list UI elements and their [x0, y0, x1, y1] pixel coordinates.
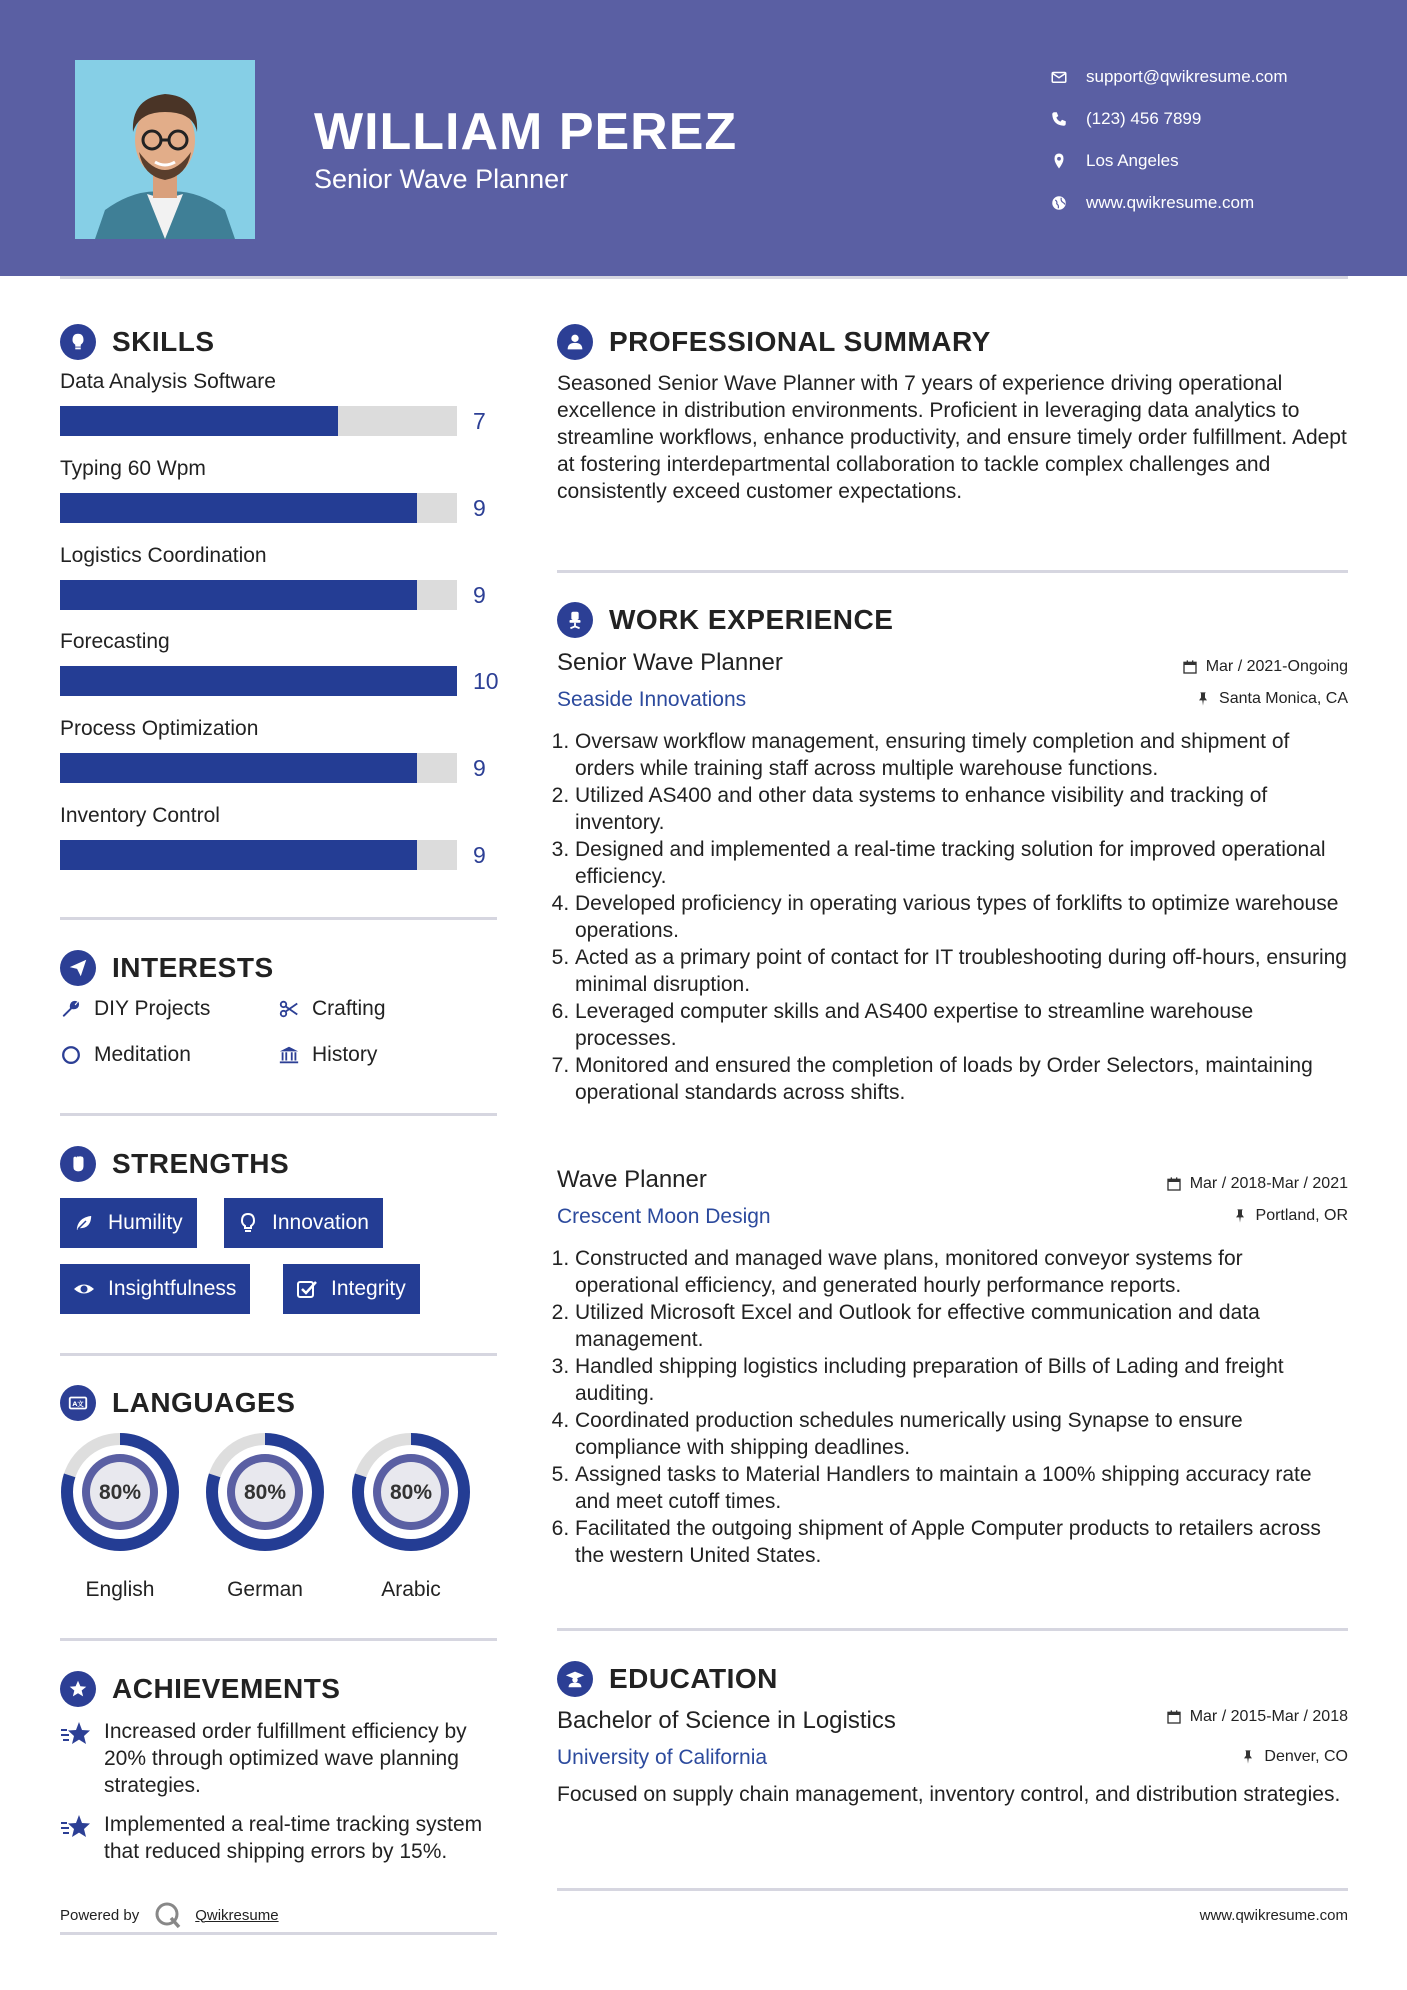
skill-bar — [60, 753, 457, 783]
contact-email[interactable] — [1050, 56, 1288, 98]
pushpin-icon — [1240, 1749, 1256, 1765]
education-location: Denver, CO — [1240, 1748, 1348, 1766]
section-divider — [60, 1353, 497, 1356]
skill-value: 9 — [473, 754, 486, 781]
duty-item: 4. Coordinated production schedules numerically using Synapse to ensure compliance with shipping deadlines. — [575, 1407, 1347, 1461]
languages-heading: A文 LANGUAGES — [60, 1385, 295, 1421]
language-item — [204, 1431, 326, 1602]
job-duties-list — [557, 728, 1347, 1106]
skill-value: 9 — [473, 494, 486, 521]
user-icon — [557, 324, 593, 360]
qwikresume-logo-icon — [153, 1900, 183, 1930]
powered-by: Powered by Qwikresume — [60, 1900, 279, 1930]
strengths-heading: STRENGTHS — [60, 1146, 289, 1182]
education-dates: Mar / 2015-Mar / 2018 — [1166, 1708, 1348, 1726]
eye-icon — [72, 1277, 96, 1301]
header-banner — [0, 0, 1407, 276]
degree-title: Bachelor of Science in Logistics — [557, 1707, 896, 1734]
contact-location — [1050, 140, 1288, 182]
section-divider — [60, 917, 497, 920]
star-badge-icon — [60, 1671, 96, 1707]
language-gauge — [59, 1431, 181, 1553]
circle-icon — [60, 1044, 82, 1066]
language-item — [59, 1431, 181, 1602]
duty-item: 4. Developed proficiency in operating various types of forklifts to optimize warehouse operations. — [575, 890, 1347, 944]
skill-item — [60, 630, 500, 696]
strength-label: Innovation — [272, 1211, 369, 1234]
interest-item — [60, 1043, 191, 1067]
gauge-percent: 80% — [98, 1481, 142, 1504]
strength-chip — [283, 1264, 420, 1314]
job-dates: Mar / 2018-Mar / 2021 — [1166, 1175, 1348, 1193]
language-name: German — [227, 1578, 303, 1601]
lightbulb-icon — [60, 324, 96, 360]
contact-list — [1050, 56, 1288, 224]
language-gauge — [350, 1431, 472, 1553]
skill-name: Forecasting — [60, 630, 170, 653]
duty-item: 3. Handled shipping logistics including preparation of Bills of Lading and freight auditing. — [575, 1353, 1347, 1407]
interests-heading: INTERESTS — [60, 950, 274, 986]
star-icon — [60, 1720, 92, 1748]
raised-fist-icon — [60, 1146, 96, 1182]
education-description: Focused on supply chain management, inventory control, and distribution strategies. — [557, 1783, 1341, 1806]
job-title: Senior Wave Planner — [557, 649, 783, 676]
language-card-icon — [60, 1385, 96, 1421]
paper-plane-icon — [60, 950, 96, 986]
duty-item: 2. Utilized AS400 and other data systems to enhance visibility and tracking of inventory. — [575, 782, 1347, 836]
checkbox-icon — [295, 1277, 319, 1301]
achievement-item — [60, 1718, 500, 1799]
interest-item — [278, 997, 386, 1021]
skill-name: Inventory Control — [60, 804, 220, 827]
skill-bar — [60, 406, 457, 436]
interest-label: DIY Projects — [94, 997, 211, 1020]
skill-bar-fill — [60, 406, 338, 436]
calendar-icon — [1166, 1709, 1182, 1725]
contact-phone[interactable] — [1050, 98, 1288, 140]
education-heading: EDUCATION — [557, 1661, 778, 1697]
header-divider — [60, 276, 1348, 279]
section-divider — [557, 570, 1348, 573]
section-divider — [60, 1932, 497, 1935]
strength-label: Humility — [108, 1211, 183, 1234]
museum-icon — [278, 1044, 300, 1066]
section-divider — [60, 1113, 497, 1116]
contact-website-text: www.qwikresume.com — [1086, 193, 1255, 212]
strength-label: Insightfulness — [108, 1277, 237, 1300]
strength-chip — [224, 1198, 383, 1248]
achievements-heading: ACHIEVEMENTS — [60, 1671, 340, 1707]
job-dates: Mar / 2021-Ongoing — [1182, 658, 1348, 676]
graduate-icon — [557, 1661, 593, 1697]
skill-name: Process Optimization — [60, 717, 259, 740]
language-name: Arabic — [381, 1578, 441, 1601]
summary-heading: PROFESSIONAL SUMMARY — [557, 324, 991, 360]
language-gauge — [204, 1431, 326, 1553]
calendar-icon — [1166, 1176, 1182, 1192]
interest-label: Meditation — [94, 1043, 191, 1066]
skill-item — [60, 804, 500, 870]
duty-item: 1. Constructed and managed wave plans, monitored conveyor systems for operational efficiency, and generated hourly performance reports. — [575, 1245, 1347, 1299]
interest-label: History — [312, 1043, 378, 1066]
summary-text: Seasoned Senior Wave Planner with 7 years of experience driving operational excellence in distribution environments. Proficient in leveraging data analytics to streamline workflows, enhance productivity, and ensure timely order fulfillment. Adept at fostering interdepartmental collaboration to tackle complex challenges and consistently exceed customer expectations. — [557, 372, 1347, 503]
profile-photo — [75, 60, 255, 239]
strength-chip — [60, 1264, 250, 1314]
job-location: Santa Monica, CA — [1195, 690, 1348, 708]
interest-item — [60, 997, 210, 1021]
achievement-item — [60, 1811, 500, 1865]
duty-item: 1. Oversaw workflow management, ensuring timely completion and shipment of orders while training staff across multiple warehouse functions. — [575, 728, 1347, 782]
skill-name: Logistics Coordination — [60, 544, 267, 567]
section-divider — [557, 1628, 1348, 1631]
skill-bar-fill — [60, 753, 417, 783]
duty-item: 2. Utilized Microsoft Excel and Outlook for effective communication and data management. — [575, 1299, 1347, 1353]
skill-value: 9 — [473, 841, 486, 868]
contact-location-text: Los Angeles — [1086, 151, 1179, 170]
skill-bar-fill — [60, 840, 417, 870]
phone-icon — [1050, 110, 1068, 128]
pushpin-icon — [1232, 1208, 1248, 1224]
skill-bar — [60, 666, 457, 696]
job-location: Portland, OR — [1232, 1207, 1348, 1225]
footer-website[interactable]: www.qwikresume.com — [1199, 1907, 1348, 1924]
duty-item: 5. Assigned tasks to Material Handlers to maintain a 100% shipping accuracy rate and meet cutoff times. — [575, 1461, 1347, 1515]
skill-item — [60, 457, 500, 523]
skill-value: 10 — [473, 667, 499, 694]
contact-email-text: support@qwikresume.com — [1086, 67, 1288, 86]
skill-name: Data Analysis Software — [60, 370, 276, 393]
strength-label: Integrity — [331, 1277, 406, 1300]
qwikresume-link[interactable]: Qwikresume — [195, 1906, 279, 1924]
pushpin-icon — [1195, 691, 1211, 707]
skill-value: 9 — [473, 581, 486, 608]
skill-bar — [60, 840, 457, 870]
job-title: Wave Planner — [557, 1166, 707, 1193]
skills-heading: SKILLS — [60, 324, 215, 360]
candidate-name: WILLIAM PEREZ — [314, 103, 738, 161]
skill-bar — [60, 493, 457, 523]
skill-item — [60, 544, 500, 610]
skill-item — [60, 370, 500, 436]
skill-bar-fill — [60, 666, 457, 696]
leaf-icon — [72, 1211, 96, 1235]
contact-phone-text: (123) 456 7899 — [1086, 109, 1202, 128]
svg-text:A文: A文 — [72, 1400, 84, 1409]
language-item — [350, 1431, 472, 1602]
interest-item — [278, 1043, 377, 1067]
company-name[interactable]: Crescent Moon Design — [557, 1205, 771, 1228]
strength-chip — [60, 1198, 197, 1248]
skill-item — [60, 717, 500, 783]
skill-bar — [60, 580, 457, 610]
skill-value: 7 — [473, 407, 486, 434]
lightbulb-icon — [236, 1211, 260, 1235]
language-name: English — [85, 1578, 155, 1601]
portrait-image — [75, 60, 255, 239]
mail-icon — [1050, 68, 1068, 86]
duty-item: 7. Monitored and ensured the completion of loads by Order Selectors, maintaining operational standards across shifts. — [575, 1052, 1347, 1106]
contact-website[interactable] — [1050, 182, 1288, 224]
duty-item: 6. Leveraged computer skills and AS400 expertise to streamline warehouse processes. — [575, 998, 1347, 1052]
gauge-percent: 80% — [243, 1481, 287, 1504]
section-divider — [60, 1638, 497, 1641]
location-pin-icon — [1050, 152, 1068, 170]
star-icon — [60, 1813, 92, 1841]
office-chair-icon — [557, 602, 593, 638]
school-name[interactable]: University of California — [557, 1746, 768, 1769]
skill-name: Typing 60 Wpm — [60, 457, 206, 480]
interest-label: Crafting — [312, 997, 386, 1020]
scissors-icon — [278, 998, 300, 1020]
wrench-icon — [60, 998, 82, 1020]
duty-item: 3. Designed and implemented a real-time tracking solution for improved operational efficiency. — [575, 836, 1347, 890]
experience-heading: WORK EXPERIENCE — [557, 602, 893, 638]
job-duties-list — [557, 1245, 1347, 1569]
calendar-icon — [1182, 659, 1198, 675]
candidate-title: Senior Wave Planner — [314, 164, 569, 194]
section-divider — [557, 1888, 1348, 1891]
skill-bar-fill — [60, 493, 417, 523]
achievement-text: Implemented a real-time tracking system that reduced shipping errors by 15%. — [104, 1813, 483, 1863]
globe-icon — [1050, 194, 1068, 212]
achievement-text: Increased order fulfillment efficiency by 20% through optimized wave planning strategies. — [104, 1720, 467, 1797]
duty-item: 6. Facilitated the outgoing shipment of Apple Computer products to retailers across the western United States. — [575, 1515, 1347, 1569]
company-name[interactable]: Seaside Innovations — [557, 688, 747, 711]
duty-item: 5. Acted as a primary point of contact for IT troubleshooting during off-hours, ensuring minimal disruption. — [575, 944, 1347, 998]
skill-bar-fill — [60, 580, 417, 610]
gauge-percent: 80% — [389, 1481, 433, 1504]
